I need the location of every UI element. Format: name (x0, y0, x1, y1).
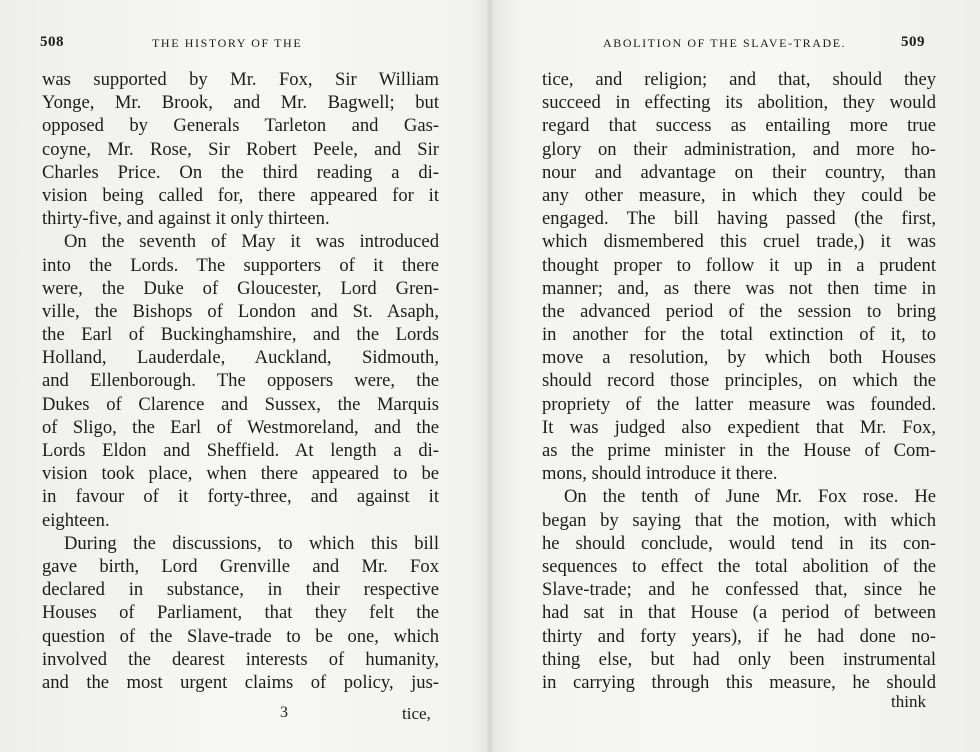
text-line: nour and advantage on their country, than (542, 161, 936, 183)
right-page (490, 0, 980, 752)
text-line: involved the dearest interests of humanity, (42, 648, 439, 670)
catchword: tice, (402, 704, 431, 723)
text-line: in another for the total extinction of it, to (542, 324, 936, 346)
text-line: regard that success as entailing more true (542, 115, 936, 137)
text-line: thought proper to follow it up in a prudent (542, 254, 936, 276)
text-line: glory on their administration, and more ho- (542, 138, 936, 160)
page-number: 509 (901, 34, 925, 50)
text-line: and Ellenborough. The opposers were, the (42, 370, 439, 392)
running-head: ABOLITION OF THE SLAVE-TRADE. (603, 36, 847, 50)
text-line: ville, the Bishops of London and St. Asaph, (42, 300, 439, 322)
text-line: should record those principles, on which the (542, 370, 936, 392)
text-line: thirty and forty years), if he had done no- (542, 625, 936, 647)
text-line: sequences to effect the total abolition of the (542, 555, 936, 577)
text-line: Holland, Lauderdale, Auckland, Sidmouth, (42, 347, 439, 369)
text-line: declared in substance, in their respective (42, 579, 439, 601)
text-line: of Sligo, the Earl of Westmoreland, and the (42, 416, 439, 438)
text-line: engaged. The bill having passed (the first, (542, 208, 936, 230)
text-line: which dismembered this cruel trade,) it was (542, 231, 936, 253)
text-line: began by saying that the motion, with which (542, 509, 936, 531)
text-line: question of the Slave-trade to be one, which (42, 625, 439, 647)
body-text (542, 68, 936, 694)
text-line: mons, should introduce it there. (542, 463, 778, 485)
text-line: in carrying through this measure, he should (542, 671, 936, 693)
text-line: Dukes of Clarence and Sussex, the Marquis (42, 393, 439, 415)
text-line: manner; and, as there was not then time in (542, 277, 936, 299)
text-line: move a resolution, by which both Houses (542, 347, 936, 369)
text-line: the advanced period of the session to bring (542, 300, 936, 322)
text-line: and the most urgent claims of policy, jus- (42, 671, 439, 693)
text-line: Charles Price. On the third reading a di- (42, 161, 439, 183)
body-text (42, 68, 439, 694)
text-line: Slave-trade; and he confessed that, since he (542, 579, 936, 601)
signature-mark: 3 (280, 704, 288, 721)
text-line: as the prime minister in the House of Com- (542, 440, 936, 461)
text-line: opposed by Generals Tarleton and Gas- (42, 115, 439, 137)
catchword: think (891, 692, 926, 711)
text-line: coyne, Mr. Rose, Sir Robert Peele, and Sir (42, 138, 439, 160)
page-number: 508 (40, 34, 64, 50)
text-line: was supported by Mr. Fox, Sir William (42, 69, 439, 90)
text-line: vision being called for, there appeared for it (42, 184, 439, 206)
text-line: Houses of Parliament, that they felt the (42, 602, 439, 624)
text-line: he should conclude, would tend in its con- (542, 532, 936, 554)
text-line: thirty-five, and against it only thirteen. (42, 208, 330, 230)
text-line: succeed in effecting its abolition, they would (542, 92, 936, 114)
text-line: Yonge, Mr. Brook, and Mr. Bagwell; but (42, 92, 439, 114)
text-line: On the tenth of June Mr. Fox rose. He (564, 486, 936, 508)
text-line: On the seventh of May it was introduced (64, 231, 439, 253)
text-line: propriety of the latter measure was founded. (542, 393, 936, 415)
text-line: Lords Eldon and Sheffield. At length a di- (42, 440, 439, 461)
text-line: were, the Duke of Gloucester, Lord Gren- (42, 277, 439, 299)
text-line: vision took place, when there appeared to be (42, 463, 439, 485)
text-line: eighteen. (42, 509, 110, 531)
text-line: thing else, but had only been instrumental (542, 648, 936, 670)
text-line: in favour of it forty-three, and against it (42, 486, 439, 508)
text-line: had sat in that House (a period of between (542, 602, 936, 624)
text-line: tice, and religion; and that, should they (542, 69, 936, 90)
text-line: It was judged also expedient that Mr. Fox, (542, 416, 936, 438)
text-line: gave birth, Lord Grenville and Mr. Fox (42, 555, 439, 577)
running-head: THE HISTORY OF THE (152, 36, 303, 50)
text-line: the Earl of Buckinghamshire, and the Lords (42, 324, 439, 346)
text-line: into the Lords. The supporters of it there (42, 254, 439, 276)
text-line: During the discussions, to which this bill (64, 532, 439, 554)
text-line: any other measure, in which they could be (542, 184, 936, 206)
